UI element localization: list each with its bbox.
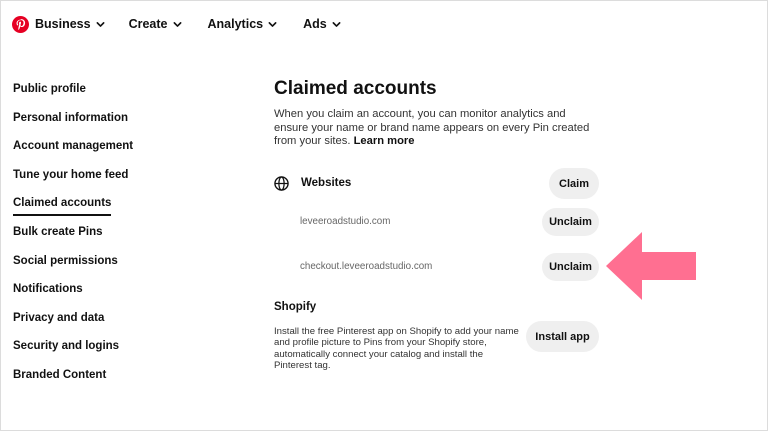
sidebar-item-label: Security and logins <box>13 340 120 353</box>
description-text: When you claim an account, you can monitor analytics and ensure your name or brand name appears on every Pin created from your sites. <box>274 108 590 147</box>
sidebar-item-security-and-logins[interactable] <box>13 339 143 368</box>
nav-business-menu[interactable] <box>35 17 105 31</box>
sidebar-item-label: Public profile <box>13 83 86 95</box>
pinterest-logo-icon[interactable] <box>12 16 29 33</box>
sidebar-item-social-permissions[interactable] <box>13 254 143 283</box>
nav-create-menu[interactable] <box>129 17 182 31</box>
claimed-domain-row <box>300 208 599 236</box>
install-app-button[interactable]: Install app <box>526 321 599 352</box>
main-content <box>274 78 604 149</box>
learn-more-link[interactable]: Learn more <box>353 135 415 147</box>
page-title: Claimed accounts <box>274 78 437 99</box>
nav-create-label: Create <box>128 17 168 31</box>
shopify-description: Install the free Pinterest app on Shopify to add your name and profile picture to Pins from your Shopify store, automatically connect your catalog and install the Pinterest tag. <box>274 326 519 372</box>
sidebar-item-label: Claimed accounts <box>13 196 111 216</box>
globe-icon <box>274 176 289 191</box>
sidebar-item-branded-content[interactable] <box>13 368 143 397</box>
nav-business-label: Business <box>35 17 91 31</box>
top-nav <box>12 12 341 36</box>
nav-analytics-menu[interactable] <box>208 17 278 31</box>
sidebar-item-claimed-accounts[interactable] <box>13 196 143 225</box>
unclaim-button[interactable]: Unclaim <box>542 208 599 236</box>
nav-ads-menu[interactable] <box>303 17 341 31</box>
claimed-domain-row <box>300 253 599 281</box>
settings-sidebar <box>13 82 143 397</box>
nav-ads-label: Ads <box>303 17 327 31</box>
sidebar-item-privacy-and-data[interactable] <box>13 311 143 340</box>
chevron-down-icon <box>173 20 182 29</box>
chevron-down-icon <box>96 20 105 29</box>
websites-section <box>274 168 599 199</box>
shopify-title: Shopify <box>274 301 317 313</box>
sidebar-item-account-management[interactable] <box>13 139 143 168</box>
websites-label: Websites <box>301 177 352 189</box>
sidebar-item-label: Notifications <box>13 283 83 296</box>
claim-website-button[interactable]: Claim <box>549 168 599 199</box>
domain-text: leveeroadstudio.com <box>300 216 391 227</box>
chevron-down-icon <box>268 20 277 29</box>
sidebar-item-label: Privacy and data <box>13 311 105 324</box>
nav-analytics-label: Analytics <box>207 17 264 31</box>
sidebar-item-notifications[interactable] <box>13 282 143 311</box>
sidebar-item-label: Branded Content <box>13 368 107 381</box>
sidebar-item-tune-home-feed[interactable] <box>13 168 143 197</box>
unclaim-button[interactable]: Unclaim <box>542 253 599 281</box>
sidebar-item-public-profile[interactable] <box>13 82 143 111</box>
chevron-down-icon <box>332 20 341 29</box>
sidebar-item-personal-information[interactable] <box>13 111 143 140</box>
pointer-arrow-icon <box>604 230 698 302</box>
sidebar-item-label: Tune your home feed <box>13 168 129 181</box>
sidebar-item-bulk-create-pins[interactable] <box>13 225 143 254</box>
sidebar-item-label: Personal information <box>13 111 129 124</box>
sidebar-item-label: Bulk create Pins <box>13 225 103 238</box>
page-description <box>274 108 596 149</box>
domain-text: checkout.leveeroadstudio.com <box>300 261 433 272</box>
sidebar-item-label: Social permissions <box>13 254 118 267</box>
sidebar-item-label: Account management <box>13 140 134 153</box>
